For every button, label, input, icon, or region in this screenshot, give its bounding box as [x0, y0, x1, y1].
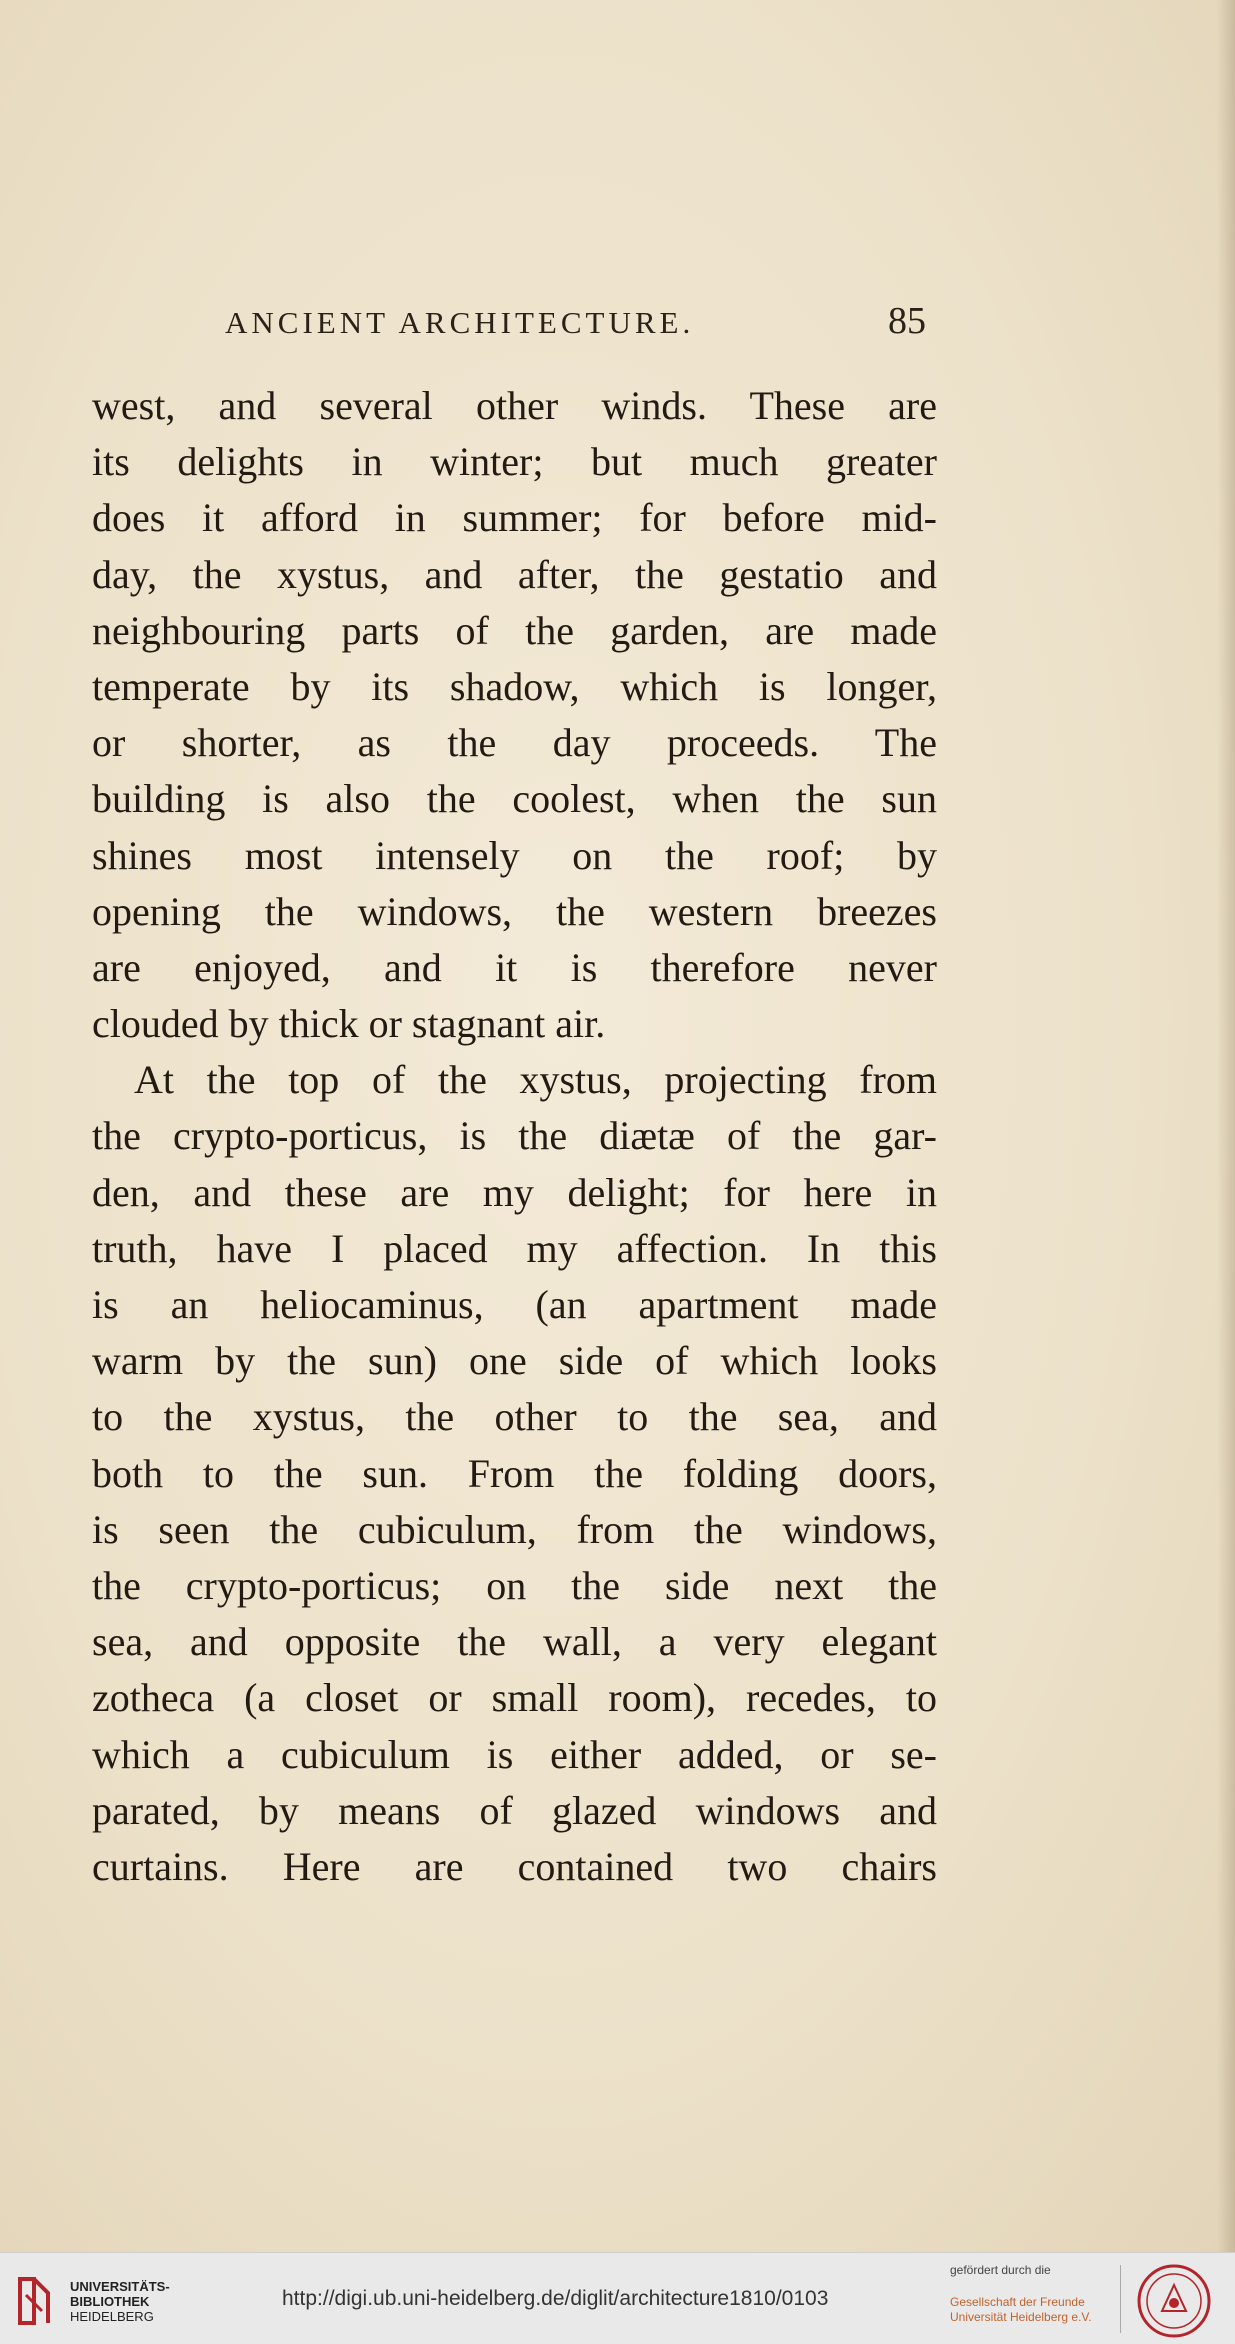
footer-divider — [1120, 2265, 1121, 2333]
body-text — [92, 378, 937, 1895]
sponsor-label: gefördert durch die — [950, 2263, 1051, 2277]
text-line: building is also the coolest, when the sun — [92, 776, 937, 822]
library-name-line: HEIDELBERG — [70, 2309, 154, 2324]
text-line: neighbouring parts of the garden, are made — [92, 607, 937, 653]
digitization-footer — [0, 2252, 1235, 2344]
text-line: does it afford in summer; for before mid- — [92, 495, 937, 541]
text-line: which a cubiculum is either added, or se- — [92, 1731, 937, 1777]
text-line: curtains. Here are contained two chairs — [92, 1843, 937, 1889]
text-line: den, and these are my delight; for here in — [92, 1169, 937, 1215]
running-head: ANCIENT ARCHITECTURE. — [225, 305, 695, 340]
text-line: parated, by means of glazed windows and — [92, 1787, 937, 1833]
text-line: clouded by thick or stagnant air. — [92, 1001, 606, 1047]
text-line: west, and several other winds. These are — [92, 383, 937, 428]
text-line: is seen the cubiculum, from the windows, — [92, 1506, 937, 1552]
text-line: shines most intensely on the roof; by — [92, 832, 937, 878]
page-number: 85 — [888, 300, 926, 342]
permalink-url[interactable]: http://digi.ub.uni-heidelberg.de/diglit/architecture1810/0103 — [282, 2287, 829, 2310]
text-line: zotheca (a closet or small room), recedes, to — [92, 1675, 937, 1721]
text-line: warm by the sun) one side of which looks — [92, 1338, 937, 1384]
text-line: temperate by its shadow, which is longer, — [92, 663, 937, 709]
text-line: both to the sun. From the folding doors, — [92, 1450, 937, 1496]
text-line: the crypto-porticus, is the diætæ of the gar- — [92, 1113, 937, 1159]
text-line: sea, and opposite the wall, a very elegant — [92, 1619, 937, 1665]
sponsor-name: Universität Heidelberg e.V. — [950, 2310, 1092, 2324]
text-line: the crypto-porticus; on the side next the — [92, 1562, 937, 1608]
text-line: its delights in winter; but much greater — [92, 439, 937, 485]
text-line: to the xystus, the other to the sea, and — [92, 1394, 937, 1440]
sponsor-credit — [950, 2263, 1120, 2325]
text-line: At the top of the xystus, projecting from — [134, 1057, 937, 1103]
text-line: is an heliocaminus, (an apartment made — [92, 1282, 937, 1327]
text-line: opening the windows, the western breezes — [92, 888, 937, 934]
library-logo-icon — [14, 2273, 54, 2329]
text-line: or shorter, as the day proceeds. The — [92, 720, 937, 766]
text-line: are enjoyed, and it is therefore never — [92, 944, 937, 990]
library-name-line: BIBLIOTHEK — [70, 2294, 150, 2309]
text-line: day, the xystus, and after, the gestatio and — [92, 551, 937, 597]
library-name — [70, 2279, 170, 2324]
university-seal-icon — [1136, 2263, 1212, 2339]
text-line: truth, have I placed my affection. In this — [92, 1225, 937, 1271]
page-header — [0, 300, 1235, 355]
library-name-line: UNIVERSITÄTS- — [70, 2279, 170, 2294]
sponsor-name: Gesellschaft der Freunde — [950, 2295, 1085, 2309]
